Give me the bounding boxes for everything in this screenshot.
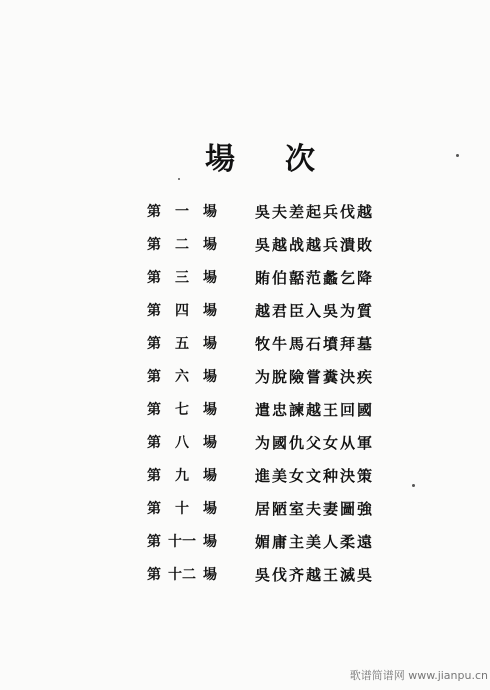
scene-title: 吳伐齐越王滅吳 xyxy=(255,566,375,584)
scene-label xyxy=(147,431,217,455)
scene-row xyxy=(0,365,490,389)
scene-label-part: 十二 xyxy=(168,567,196,583)
scene-label-part: 六 xyxy=(175,369,189,385)
scan-speck xyxy=(456,154,459,157)
scene-row xyxy=(0,233,490,257)
scene-label-part: 第 xyxy=(147,402,161,418)
scene-label xyxy=(147,233,217,257)
scene-label-part: 第 xyxy=(147,204,161,220)
scene-label xyxy=(147,266,217,290)
scene-title: 吳夫差起兵伐越 xyxy=(255,203,375,221)
scene-row xyxy=(0,266,490,290)
scene-label-part: 八 xyxy=(175,435,189,451)
scene-label-part: 第 xyxy=(147,303,161,319)
scene-label-part: 第 xyxy=(147,369,161,385)
title-char-1: 場 xyxy=(205,142,235,177)
scene-label xyxy=(147,530,217,554)
scene-label-part: 場 xyxy=(203,567,217,583)
scene-label-part: 第 xyxy=(147,336,161,352)
scene-label-part: 九 xyxy=(175,468,189,484)
scene-label-part: 第 xyxy=(147,468,161,484)
scan-speck xyxy=(412,484,415,487)
scene-label xyxy=(147,464,217,488)
scene-label xyxy=(147,200,217,224)
scene-title: 牧牛馬石墳拜墓 xyxy=(255,335,375,353)
scene-label-part: 場 xyxy=(203,237,217,253)
scene-label-part: 四 xyxy=(175,303,189,319)
scene-title: 越君臣入吳为質 xyxy=(255,302,375,320)
title-char-2: 次 xyxy=(285,142,315,177)
scene-row xyxy=(0,332,490,356)
scene-label-part: 場 xyxy=(203,435,217,451)
scene-title: 賄伯嚭范蠡乞降 xyxy=(255,269,375,287)
scene-label-part: 場 xyxy=(203,336,217,352)
scene-row xyxy=(0,200,490,224)
scene-row xyxy=(0,398,490,422)
scene-label-part: 場 xyxy=(203,204,217,220)
scene-label-part: 場 xyxy=(203,402,217,418)
scene-label xyxy=(147,332,217,356)
scene-label-part: 場 xyxy=(203,303,217,319)
scene-row xyxy=(0,464,490,488)
scene-label-part: 五 xyxy=(175,336,189,352)
scene-label-part: 一 xyxy=(175,204,189,220)
scene-title: 吳越战越兵潰敗 xyxy=(255,236,375,254)
scene-title: 为國仇父女从軍 xyxy=(255,434,375,452)
scene-label-part: 第 xyxy=(147,534,161,550)
scene-label-part: 場 xyxy=(203,534,217,550)
scene-title: 進美女文种決策 xyxy=(255,467,375,485)
scene-title: 媚庸主美人柔遠 xyxy=(255,533,375,551)
scene-title: 居陋室夫妻圖強 xyxy=(255,500,375,518)
scene-label-part: 場 xyxy=(203,369,217,385)
scene-label-part: 第 xyxy=(147,237,161,253)
scene-label-part: 十一 xyxy=(168,534,196,550)
scene-label-part: 第 xyxy=(147,567,161,583)
scene-row xyxy=(0,431,490,455)
scene-label-part: 場 xyxy=(203,468,217,484)
scan-speck xyxy=(178,178,180,180)
page-title xyxy=(0,140,490,180)
scene-row xyxy=(0,299,490,323)
scene-list xyxy=(0,200,490,600)
scene-label xyxy=(147,497,217,521)
scene-label-part: 十 xyxy=(175,501,189,517)
scene-row xyxy=(0,530,490,554)
scene-title: 为脫險嘗糞決疾 xyxy=(255,368,375,386)
scene-row xyxy=(0,563,490,587)
scene-label-part: 第 xyxy=(147,270,161,286)
scene-label xyxy=(147,398,217,422)
scene-label-part: 場 xyxy=(203,501,217,517)
scene-label-part: 第 xyxy=(147,435,161,451)
scene-label-part: 場 xyxy=(203,270,217,286)
scene-label-part: 第 xyxy=(147,501,161,517)
scene-label xyxy=(147,299,217,323)
scene-label xyxy=(147,365,217,389)
watermark: 歌谱简谱网 www.jianpu.cn xyxy=(349,669,488,682)
scene-label-part: 七 xyxy=(175,402,189,418)
scene-row xyxy=(0,497,490,521)
scene-label xyxy=(147,563,217,587)
scene-title: 遣忠諫越王回國 xyxy=(255,401,375,419)
scene-label-part: 二 xyxy=(175,237,189,253)
scene-label-part: 三 xyxy=(175,270,189,286)
